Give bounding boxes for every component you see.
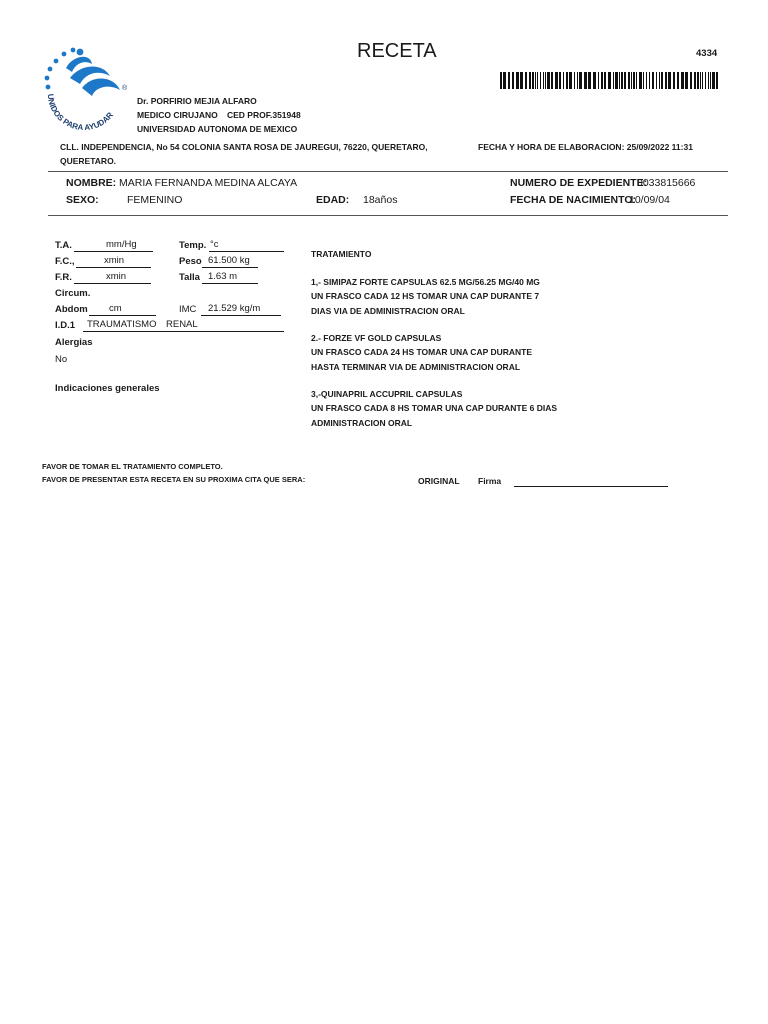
barcode-bar — [537, 72, 538, 89]
general-indications-label: Indicaciones generales — [55, 383, 160, 394]
barcode-bar — [681, 72, 684, 89]
barcode-bar — [700, 72, 701, 89]
doctor-specialty: MEDICO CIRUJANO — [137, 110, 218, 120]
talla-field — [202, 272, 258, 284]
barcode-bar — [525, 72, 527, 89]
peso-field — [202, 256, 258, 268]
peso-value: 61.500 kg — [208, 255, 250, 266]
diagnosis-value-1: TRAUMATISMO — [87, 319, 157, 330]
treatment-line: 2.- FORZE VF GOLD CAPSULAS — [311, 333, 442, 343]
barcode-bar — [615, 72, 618, 89]
original-label: ORIGINAL — [418, 476, 460, 486]
treatment-line: UN FRASCO CADA 8 HS TOMAR UNA CAP DURANTE 6 DIAS — [311, 403, 558, 413]
barcode-bar — [545, 72, 546, 89]
barcode-bar — [593, 72, 596, 89]
barcode-bar — [584, 72, 587, 89]
barcode-bar — [569, 72, 572, 89]
folio-number: 4334 — [696, 48, 718, 59]
barcode-bar — [555, 72, 558, 89]
patient-sex-label: SEXO: — [66, 194, 99, 206]
abdom-field — [89, 304, 156, 316]
talla-label: Talla — [179, 272, 200, 283]
doctor-license: CED PROF.351948 — [227, 110, 301, 120]
barcode-bar — [613, 72, 614, 89]
barcode-bar — [532, 72, 534, 89]
allergies-value: No — [55, 354, 68, 365]
barcode-bar — [665, 72, 667, 89]
barcode-bar — [563, 72, 564, 89]
barcode-bar — [690, 72, 692, 89]
barcode-bar — [588, 72, 591, 89]
imc-field — [201, 304, 281, 316]
treatment-line: 1,- SIMIPAZ FORTE CAPSULAS 62.5 MG/56.25 MG/40 MG — [311, 277, 540, 287]
barcode-bar — [540, 72, 541, 89]
abdom-unit: cm — [109, 303, 122, 314]
barcode-bar — [566, 72, 568, 89]
patient-top-rule — [48, 171, 728, 172]
treatment-line: ADMINISTRACION ORAL — [311, 418, 413, 428]
barcode-bar — [598, 72, 599, 89]
treatment-heading: TRATAMIENTO — [311, 249, 372, 259]
barcode-bar — [673, 72, 675, 89]
barcode-bar — [577, 72, 578, 89]
signature-label: Firma — [478, 476, 502, 486]
barcode-bar — [535, 72, 536, 89]
doctor-university: UNIVERSIDAD AUTONOMA DE MEXICO — [137, 124, 298, 134]
barcode-bar — [579, 72, 582, 89]
barcode-bar — [685, 72, 688, 89]
barcode-bar — [631, 72, 632, 89]
barcode-bar — [712, 72, 715, 89]
imc-label: IMC — [179, 304, 197, 315]
barcode-bar — [559, 72, 561, 89]
ta-field — [74, 240, 153, 252]
birth-date-label: FECHA DE NACIMIENTO: — [510, 194, 636, 206]
barcode-bar — [529, 72, 531, 89]
svg-text:UNIDOS PARA AYUDAR: UNIDOS PARA AYUDAR — [45, 93, 115, 130]
barcode-bar — [633, 72, 635, 89]
barcode-bar — [621, 72, 623, 89]
clinic-logo — [40, 42, 130, 130]
barcode-bar — [503, 72, 506, 89]
barcode-bar — [661, 72, 663, 89]
barcode-bar — [643, 72, 644, 89]
temp-unit: °c — [210, 239, 219, 250]
barcode-bar — [520, 72, 523, 89]
patient-name: MARIA FERNANDA MEDINA ALCAYA — [119, 177, 298, 189]
barcode-bar — [652, 72, 654, 89]
barcode-bar — [516, 72, 519, 89]
patient-sex: FEMENINO — [127, 194, 183, 206]
ta-label: T.A. — [55, 240, 72, 251]
barcode-bar — [601, 72, 603, 89]
elaboration-datetime: FECHA Y HORA DE ELABORACION: 25/09/2022 11:31 — [478, 142, 693, 152]
clinic-address-line2: QUERETARO. — [60, 156, 117, 166]
patient-age-label: EDAD: — [316, 194, 350, 206]
footer-note-2: FAVOR DE PRESENTAR ESTA RECETA EN SU PROXIMA CITA QUE SERA: — [42, 475, 306, 484]
abdom-label: Abdom — [55, 304, 88, 315]
barcode-bar — [694, 72, 696, 89]
barcode-bar — [636, 72, 637, 89]
imc-value: 21.529 kg/m — [208, 303, 261, 314]
barcode-bar — [547, 72, 550, 89]
treatment-line: 3,-QUINAPRIL ACCUPRIL CAPSULAS — [311, 389, 463, 399]
treatment-line: DIAS VIA DE ADMINISTRACION ORAL — [311, 306, 465, 316]
barcode-bar — [646, 72, 647, 89]
barcode-bar — [705, 72, 706, 89]
temp-label: Temp. — [179, 240, 207, 251]
barcode-bar — [697, 72, 699, 89]
doctor-name: Dr. PORFIRIO MEJIA ALFARO — [137, 96, 257, 106]
record-number: 0033815666 — [637, 177, 696, 189]
clinic-address-line1: CLL. INDEPENDENCIA, No 54 COLONIA SANTA ROSA DE JAUREGUI, 76220, QUERETARO, — [60, 142, 428, 152]
temp-field — [209, 240, 284, 252]
fr-field — [74, 272, 151, 284]
barcode-bar — [656, 72, 657, 89]
barcode-bar — [619, 72, 620, 89]
barcode-bar — [604, 72, 606, 89]
fc-field — [76, 256, 151, 268]
barcode-bar — [624, 72, 626, 89]
peso-label: Peso — [179, 256, 202, 267]
diagnosis-field — [83, 320, 284, 332]
barcode-bar — [608, 72, 611, 89]
patient-age: 18años — [363, 194, 398, 206]
barcode-bar — [543, 72, 544, 89]
barcode-bar — [649, 72, 650, 89]
diagnosis-label: I.D.1 — [55, 320, 76, 331]
fr-unit: xmin — [106, 271, 127, 282]
fc-label: F.C., — [55, 256, 75, 267]
talla-value: 1.63 m — [208, 271, 238, 282]
barcode-bar — [677, 72, 679, 89]
document-title: RECETA — [357, 40, 437, 62]
barcode-bar — [702, 72, 703, 89]
footer-note-1: FAVOR DE TOMAR EL TRATAMIENTO COMPLETO. — [42, 462, 223, 471]
treatment-line: UN FRASCO CADA 12 HS TOMAR UNA CAP DURANTE 7 — [311, 291, 540, 301]
patient-name-label: NOMBRE: — [66, 177, 117, 189]
barcode-bar — [551, 72, 553, 89]
allergies-label: Alergias — [55, 337, 93, 348]
barcode-bar — [659, 72, 660, 89]
barcode — [500, 72, 722, 89]
barcode-bar — [500, 72, 502, 89]
diagnosis-value-2: RENAL — [166, 319, 198, 330]
barcode-bar — [639, 72, 642, 89]
circum-label: Circum. — [55, 288, 91, 299]
barcode-bar — [512, 72, 514, 89]
birth-date: 10/09/04 — [629, 194, 670, 206]
svg-text:®: ® — [122, 85, 128, 92]
barcode-bar — [708, 72, 709, 89]
treatment-line: HASTA TERMINAR VIA DE ADMINISTRACION ORAL — [311, 362, 521, 372]
barcode-bar — [508, 72, 510, 89]
barcode-bar — [628, 72, 630, 89]
fc-unit: xmin — [104, 255, 125, 266]
treatment-line: UN FRASCO CADA 24 HS TOMAR UNA CAP DURANTE — [311, 347, 533, 357]
record-number-label: NUMERO DE EXPEDIENTE: — [510, 177, 648, 189]
barcode-bar — [668, 72, 671, 89]
ta-unit: mm/Hg — [106, 239, 137, 250]
signature-line — [514, 486, 668, 487]
barcode-bar — [716, 72, 718, 89]
barcode-bar — [710, 72, 711, 89]
fr-label: F.R. — [55, 272, 72, 283]
barcode-bar — [574, 72, 575, 89]
patient-bottom-rule — [48, 215, 728, 216]
